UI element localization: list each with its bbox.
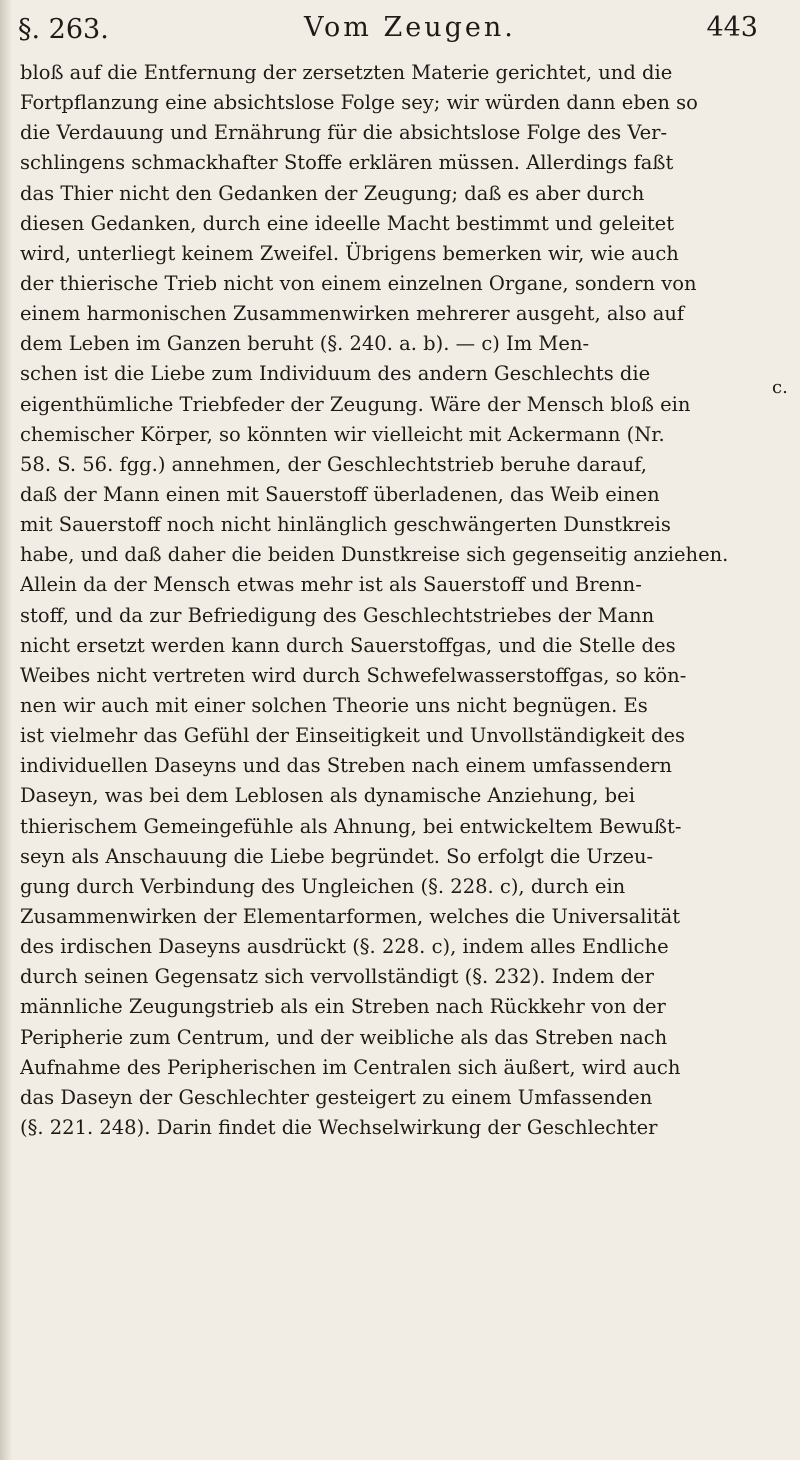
text-line: schlingens schmackhafter Stoffe erklären müssen. Allerdings faßt	[20, 151, 674, 175]
text-line: bloß auf die Entfernung der zersetzten Materie gerichtet, und die	[20, 61, 673, 84]
text-line: Weibes nicht vertreten wird durch Schwefelwasserstoffgas, so kön-	[20, 663, 687, 687]
text-line: durch seinen Gegensatz sich vervollständigt (§. 232). Indem der	[20, 965, 654, 989]
text-line: nen wir auch mit einer solchen Theorie uns nicht begnügen. Es	[20, 693, 648, 717]
text-line: männliche Zeugungstrieb als ein Streben nach Rückkehr von der	[20, 995, 666, 1019]
text-line: thierischem Gemeingefühle als Ahnung, bei entwickeltem Bewußt-	[20, 814, 682, 838]
text-line: wird, unterliegt keinem Zweifel. Übrigens bemerken wir, wie auch	[20, 241, 679, 265]
text-line: der thierische Trieb nicht von einem einzelnen Organe, sondern von	[20, 271, 697, 295]
text-line: schen ist die Liebe zum Individuum des andern Geschlechts die	[20, 362, 651, 386]
text-line: individuellen Daseyns und das Streben nach einem umfassendern	[20, 754, 672, 778]
text-line: habe, und daß daher die beiden Dunstkreise sich gegenseitig anziehen.	[20, 543, 729, 567]
page-number: 443	[706, 12, 758, 43]
text-line: Aufnahme des Peripherischen im Centralen sich äußert, wird auch	[20, 1055, 681, 1079]
text-line: Daseyn, was bei dem Leblosen als dynamische Anziehung, bei	[20, 784, 635, 808]
text-line: ist vielmehr das Gefühl der Einseitigkeit und Unvollständigkeit des	[20, 724, 686, 748]
text-line: stoff, und da zur Befriedigung des Geschlechtstriebes der Mann	[20, 603, 655, 627]
text-line: Fortpflanzung eine absichtslose Folge sey; wir würden dann eben so	[20, 91, 698, 115]
text-line: nicht ersetzt werden kann durch Sauerstoffgas, und die Stelle des	[20, 633, 676, 657]
text-line: mit Sauerstoff noch nicht hinlänglich geschwängerten Dunstkreis	[20, 513, 671, 537]
text-line: daß der Mann einen mit Sauerstoff überladenen, das Weib einen	[20, 482, 660, 506]
text-line: eigenthümliche Triebfeder der Zeugung. Wäre der Mensch bloß ein	[20, 392, 691, 416]
page-gutter	[0, 0, 12, 1460]
running-title: Vom Zeugen.	[304, 12, 516, 43]
text-line: 58. S. 56. fgg.) annehmen, der Geschlechtstrieb beruhe darauf,	[20, 452, 647, 476]
margin-note: c.	[772, 377, 788, 398]
text-line: Allein da der Mensch etwas mehr ist als Sauerstoff und Brenn-	[20, 573, 642, 597]
text-line: die Verdauung und Ernährung für die absichtslose Folge des Ver-	[20, 121, 668, 145]
text-line: diesen Gedanken, durch eine ideelle Macht bestimmt und geleitet	[20, 211, 675, 235]
text-line: chemischer Körper, so könnten wir vielleicht mit Ackermann (Nr.	[20, 422, 665, 446]
text-line: gung durch Verbindung des Ungleichen (§. 228. c), durch ein	[20, 874, 626, 898]
text-line: (§. 221. 248). Darin findet die Wechselwirkung der Geschlechter	[20, 1115, 658, 1139]
text-line: einem harmonischen Zusammenwirken mehrerer ausgeht, also auf	[20, 302, 685, 326]
text-line: des irdischen Daseyns ausdrückt (§. 228. c), indem alles Endliche	[20, 935, 669, 959]
text-line: seyn als Anschauung die Liebe begründet. So erfolgt die Urzeu-	[20, 844, 654, 868]
text-line: das Daseyn der Geschlechter gesteigert zu einem Umfassenden	[20, 1085, 653, 1109]
running-header	[18, 6, 758, 54]
body-text	[20, 58, 762, 1143]
text-line: Zusammenwirken der Elementarformen, welches die Universalität	[20, 904, 681, 928]
text-line: Peripherie zum Centrum, und der weibliche als das Streben nach	[20, 1025, 668, 1049]
text-line: dem Leben im Ganzen beruht (§. 240. a. b). — c) Im Men-	[20, 332, 590, 356]
text-line: das Thier nicht den Gedanken der Zeugung; daß es aber durch	[20, 181, 645, 205]
section-number: §. 263.	[18, 14, 109, 45]
